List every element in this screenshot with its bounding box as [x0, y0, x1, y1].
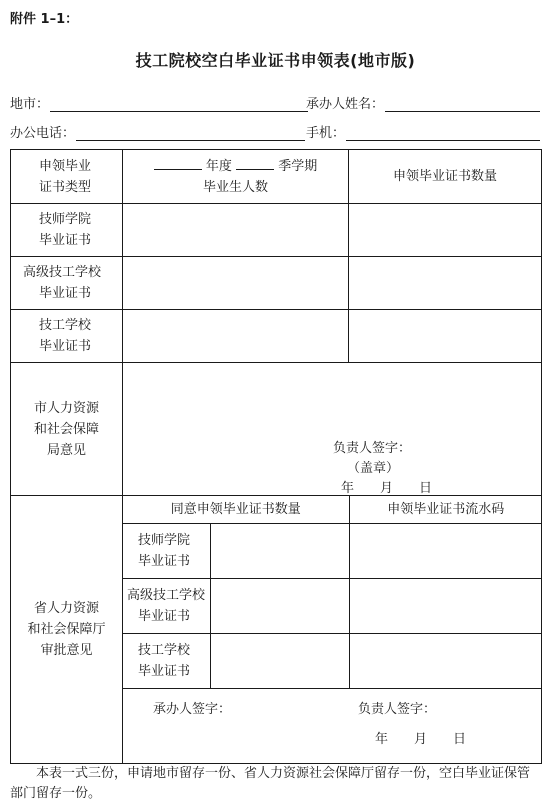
table-row: [123, 578, 542, 633]
province-sign-block: [123, 689, 542, 763]
serial-header: 申领毕业证书流水码: [349, 496, 542, 523]
approved-quantity-cell[interactable]: [210, 578, 349, 633]
row-type-label: 技工学校 毕业证书: [11, 310, 123, 363]
office-phone-field[interactable]: [10, 121, 305, 141]
grads-cell[interactable]: [123, 310, 349, 363]
table-row: [11, 310, 542, 363]
city-seal-label: （盖章）: [347, 461, 400, 476]
city-opinion-label: 市人力资源 和社会保障 局意见: [11, 363, 123, 496]
row-type-label: 技师学院 毕业证书: [11, 204, 123, 257]
grads-cell[interactable]: [123, 257, 349, 310]
serial-cell[interactable]: [349, 633, 542, 688]
grads-cell[interactable]: [123, 204, 349, 257]
province-leader-sign-label: 负责人签字：: [358, 701, 437, 717]
mobile-line[interactable]: [346, 127, 540, 141]
province-date-label: 年 月 日: [375, 731, 467, 747]
year-blank[interactable]: [154, 156, 202, 170]
field-row-2: [10, 121, 541, 141]
form-title: 技工院校空白毕业证书申领表(地市版): [135, 51, 416, 70]
serial-cell[interactable]: [349, 578, 542, 633]
handler-name-line[interactable]: [385, 98, 540, 112]
office-phone-label: 办公电话：: [10, 126, 76, 141]
attachment-label: 附件 1–1：: [10, 12, 79, 27]
province-opinion-cell: [123, 496, 542, 764]
province-row-type-label: 高级技工学校 毕业证书: [123, 578, 210, 633]
serial-cell[interactable]: [349, 523, 542, 578]
quantity-cell[interactable]: [349, 257, 542, 310]
province-handler-sign-label: 承办人签字：: [153, 701, 232, 717]
city-opinion-cell[interactable]: [123, 363, 542, 496]
handler-name-field[interactable]: [306, 92, 540, 112]
city-signature-label: 负责人签字：: [333, 441, 412, 456]
table-row: [123, 523, 542, 578]
city-label: 地市：: [10, 97, 50, 112]
table-row: [123, 633, 542, 688]
approved-quantity-cell[interactable]: [210, 633, 349, 688]
handler-name-label: 承办人姓名：: [306, 97, 385, 112]
city-line[interactable]: [50, 98, 308, 112]
city-field[interactable]: [10, 92, 308, 112]
application-table: [10, 149, 542, 764]
col-type-header: 申领毕业 证书类型: [11, 150, 123, 204]
table-row: [11, 257, 542, 310]
province-row: [11, 496, 542, 764]
province-row-type-label: 技师学院 毕业证书: [123, 523, 210, 578]
province-opinion-label: 省人力资源 和社会保障厅 审批意见: [11, 496, 123, 764]
quantity-cell[interactable]: [349, 204, 542, 257]
field-row-1: [10, 92, 541, 112]
mobile-field[interactable]: [306, 121, 540, 141]
province-sign-cell[interactable]: [123, 688, 542, 763]
col-quantity-header: 申领毕业证书数量: [349, 150, 542, 204]
row-type-label: 高级技工学校 毕业证书: [11, 257, 123, 310]
city-sign-block: [333, 439, 493, 499]
office-phone-line[interactable]: [76, 127, 305, 141]
approved-quantity-header: 同意申领毕业证书数量: [123, 496, 349, 523]
province-row-type-label: 技工学校 毕业证书: [123, 633, 210, 688]
city-date-label: 年 月 日: [341, 481, 433, 496]
header-row: [11, 150, 542, 204]
province-inner-table: [123, 496, 542, 763]
footnote: 本表一式三份，申请地市留存一份、省人力资源社会保障厅留存一份，空白毕业证保管部门留存一份。: [10, 766, 531, 801]
mobile-label: 手机：: [306, 126, 346, 141]
term-blank[interactable]: [236, 156, 274, 170]
city-opinion-row: [11, 363, 542, 496]
col-grads-header: 年度 季学期 毕业生人数: [123, 150, 349, 204]
quantity-cell[interactable]: [349, 310, 542, 363]
approved-quantity-cell[interactable]: [210, 523, 349, 578]
table-row: [11, 204, 542, 257]
